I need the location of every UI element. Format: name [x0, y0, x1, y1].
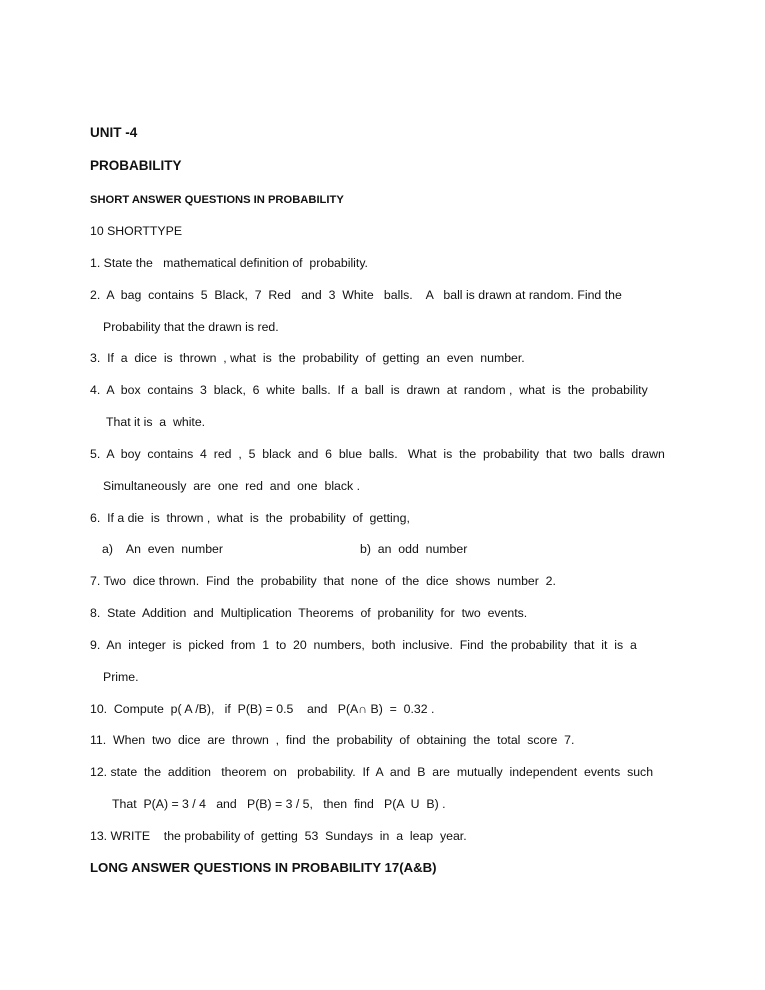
- question-2-line-2: Probability that the drawn is red.: [103, 320, 279, 334]
- unit-heading: UNIT -4: [90, 125, 138, 140]
- question-1: 1. State the mathematical definition of probability.: [90, 256, 368, 270]
- question-13: 13. WRITE the probability of getting 53 Sundays in a leap year.: [90, 829, 467, 843]
- question-3: 3. If a dice is thrown , what is the probability of getting an even number.: [90, 351, 525, 365]
- question-4-line-2: That it is a white.: [106, 415, 206, 429]
- topic-heading: PROBABILITY: [90, 158, 182, 173]
- question-5-line-1: 5. A boy contains 4 red , 5 black and 6 blue balls. What is the probability that two balls drawn: [90, 447, 665, 461]
- question-9-line-2: Prime.: [103, 670, 139, 684]
- short-answer-section-heading: SHORT ANSWER QUESTIONS IN PROBABILITY: [90, 194, 344, 206]
- question-5-line-2: Simultaneously are one red and one black .: [103, 479, 361, 493]
- long-answer-section-heading: LONG ANSWER QUESTIONS IN PROBABILITY 17(A&B): [90, 860, 437, 875]
- question-9-line-1: 9. An integer is picked from 1 to 20 numbers, both inclusive. Find the probability that it is a: [90, 638, 637, 652]
- short-type-label: 10 SHORTTYPE: [90, 224, 183, 238]
- question-2-line-1: 2. A bag contains 5 Black, 7 Red and 3 White balls. A ball is drawn at random. Find the: [90, 288, 622, 302]
- question-11: 11. When two dice are thrown , find the probability of obtaining the total score 7.: [90, 733, 575, 747]
- question-6-option-a: a) An even number: [102, 542, 223, 556]
- question-4-line-1: 4. A box contains 3 black, 6 white balls. If a ball is drawn at random , what is the probability: [90, 383, 648, 397]
- question-6: 6. If a die is thrown , what is the probability of getting,: [90, 511, 410, 525]
- question-12-line-2: That P(A) = 3 / 4 and P(B) = 3 / 5, then find P(A U B) .: [112, 797, 446, 811]
- question-6-option-b: b) an odd number: [360, 542, 468, 556]
- question-10: 10. Compute p( A /B), if P(B) = 0.5 and P(A∩ B) = 0.32 .: [90, 702, 435, 716]
- question-7: 7. Two dice thrown. Find the probability that none of the dice shows number 2.: [90, 574, 556, 588]
- question-12-line-1: 12. state the addition theorem on probability. If A and B are mutually independent events such: [90, 765, 654, 779]
- question-8: 8. State Addition and Multiplication Theorems of probanility for two events.: [90, 606, 528, 620]
